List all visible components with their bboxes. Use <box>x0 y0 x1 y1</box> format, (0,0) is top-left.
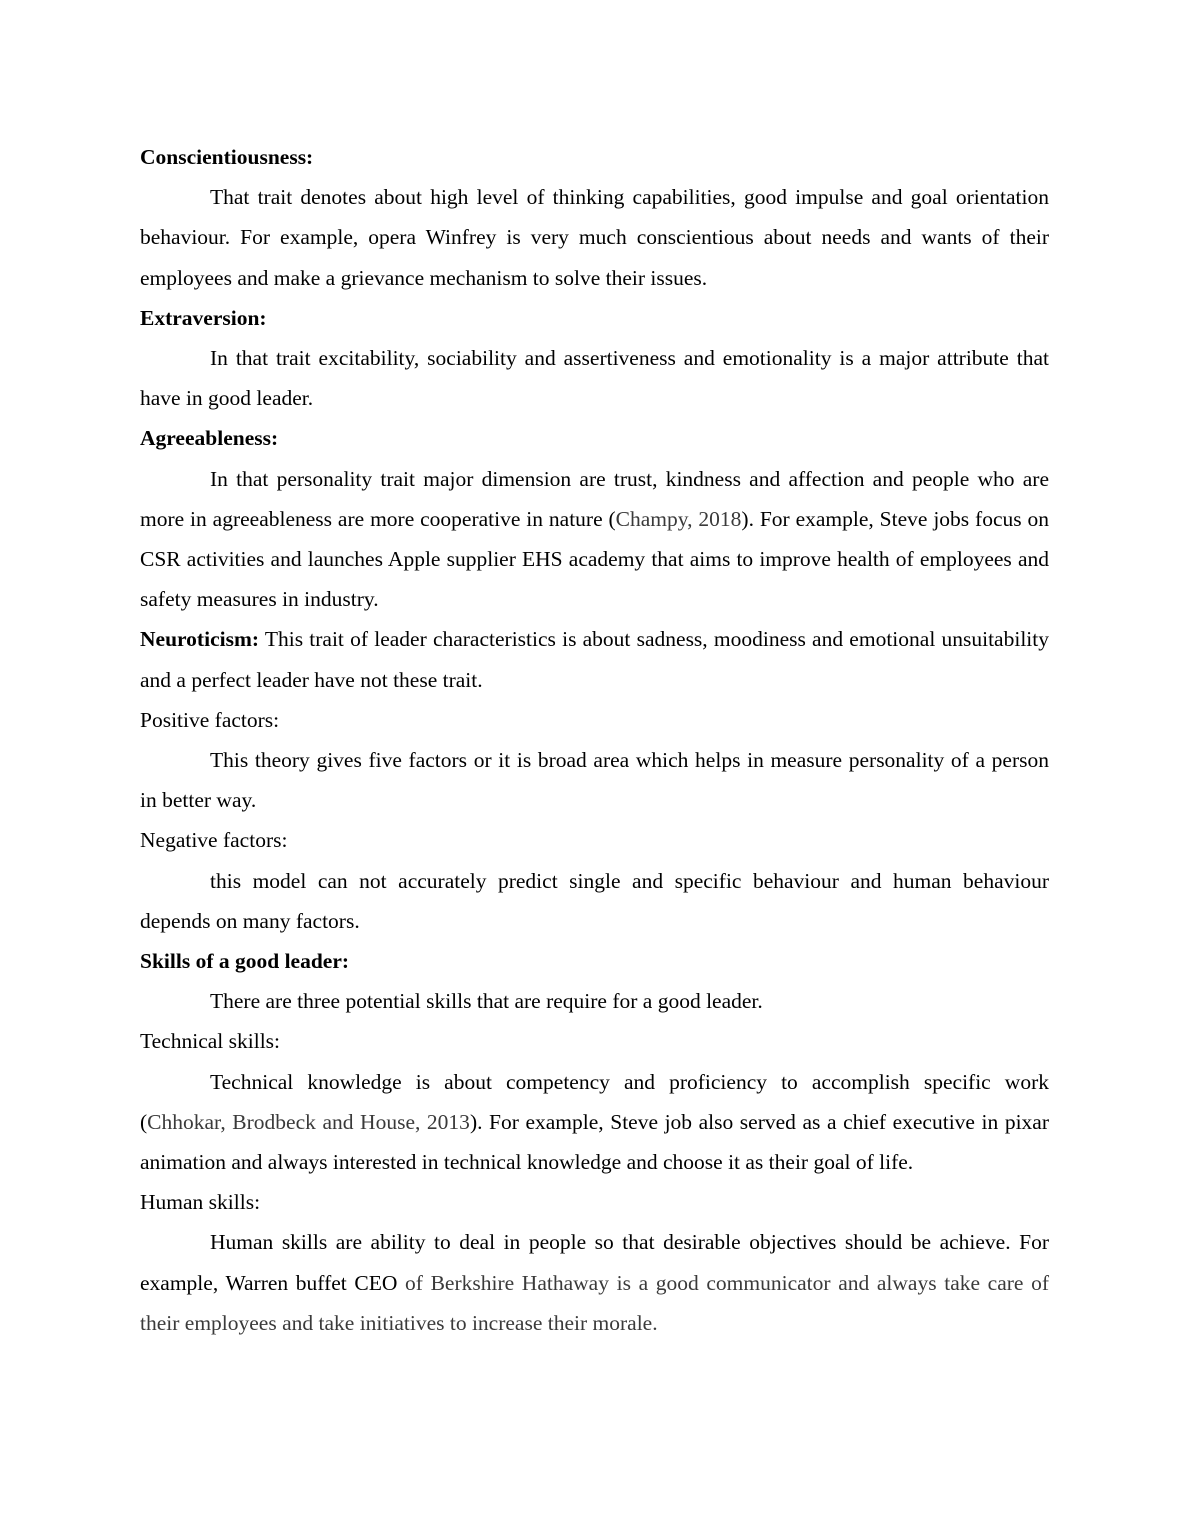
technical-skills-paragraph <box>140 1062 1049 1183</box>
agreeableness-heading: Agreeableness: <box>140 426 279 451</box>
conscientiousness-heading: Conscientiousness: <box>140 145 314 169</box>
skills-heading: Skills of a good leader: <box>140 949 350 974</box>
agreeableness-text-after: ). For example, Steve jobs focus on CSR activities and launches Apple supplier EHS academy that aims to improve health of employees and safety measures in industry. <box>140 506 1050 612</box>
neuroticism-heading: Neuroticism: <box>140 627 260 652</box>
document-page <box>140 137 1049 1343</box>
conscientiousness-paragraph: That trait denotes about high level of thinking capabilities, good impulse and goal orientation behaviour. For example, opera Winfrey is very much conscientious about needs and wants of their employees and make a grievance mechanism to solve their issues. <box>140 185 1049 290</box>
agreeableness-paragraph <box>140 459 1049 620</box>
agreeableness-text-before: In that personality trait major dimension are trust, kindness and affection and people who are more in agreeableness are more cooperative in nature ( <box>140 466 1049 531</box>
human-skills-label: Human skills: <box>140 1190 261 1215</box>
human-skills-text-before: Human skills are ability to deal in people so that desirable objectives should be achieve. For example, Warren buffet CEO <box>140 1230 1049 1295</box>
human-skills-paragraph <box>140 1222 1049 1343</box>
technical-skills-label: Technical skills: <box>140 1029 281 1054</box>
extraversion-paragraph: In that trait excitability, sociability and assertiveness and emotionality is a major attribute that have in good leader. <box>140 346 1049 411</box>
negative-factors-paragraph: this model can not accurately predict single and specific behaviour and human behaviour depends on many factors. <box>140 868 1049 933</box>
technical-skills-text-before: Technical knowledge is about competency and proficiency to accomplish specific work ( <box>140 1069 1049 1134</box>
skills-intro: There are three potential skills that are require for a good leader. <box>210 989 763 1014</box>
neuroticism-text: This trait of leader characteristics is about sadness, moodiness and emotional unsuitability and a perfect leader have not these trait. <box>140 627 1049 692</box>
extraversion-heading: Extraversion: <box>140 305 267 330</box>
neuroticism-paragraph <box>140 619 1049 699</box>
agreeableness-citation: Champy, 2018 <box>615 506 742 531</box>
technical-skills-text-after: ). For example, Steve job also served as a chief executive in pixar animation and always interested in technical knowledge and choose it as their goal of life. <box>140 1109 1049 1175</box>
human-skills-text-grey: of Berkshire Hathaway is a good communicator and always take care of their employees and take initiatives to increase their morale. <box>140 1270 1049 1335</box>
positive-factors-label: Positive factors: <box>140 707 280 732</box>
technical-skills-citation: Chhokar, Brodbeck and House, 2013 <box>147 1109 470 1134</box>
positive-factors-paragraph: This theory gives five factors or it is broad area which helps in measure personality of a person in better way. <box>140 748 1049 813</box>
negative-factors-label: Negative factors: <box>140 828 288 853</box>
